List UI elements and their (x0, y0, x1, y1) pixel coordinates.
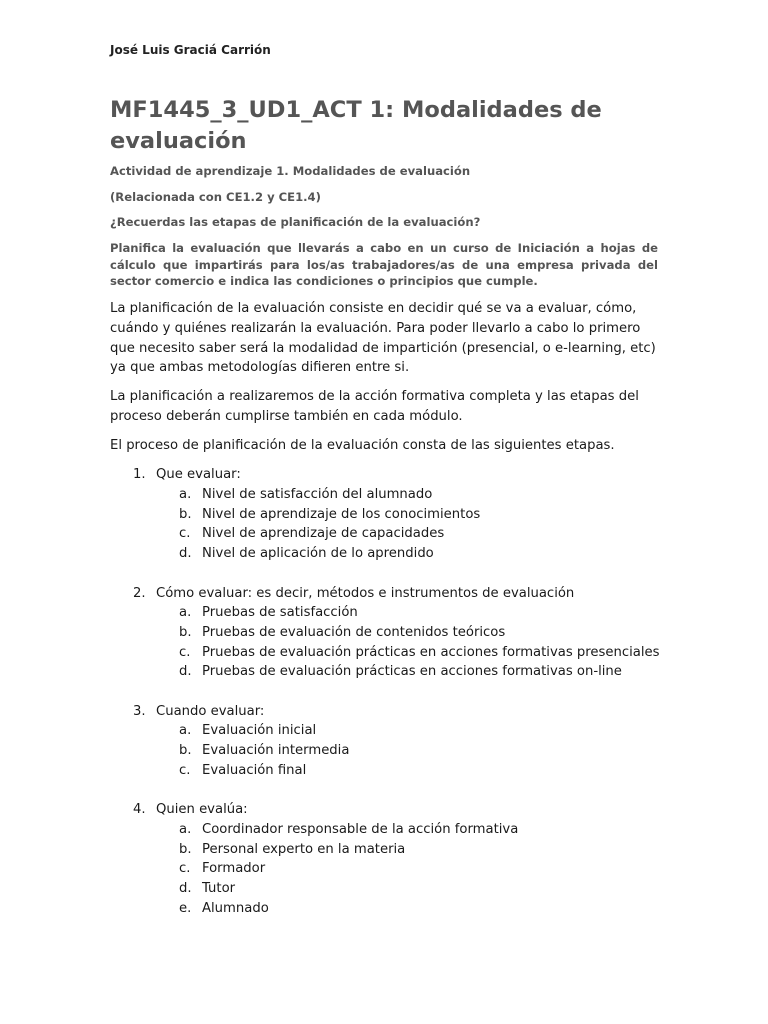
sub-item-text: Evaluación final (202, 763, 307, 778)
sub-item-text: Nivel de aprendizaje de capacidades (202, 526, 445, 541)
sub-list-item (0, 899, 768, 919)
stage-label: Que evaluar: (156, 467, 241, 482)
activity-heading: Actividad de aprendizaje 1. Modalidades de evaluación (110, 164, 471, 178)
sub-item-letter: d. (179, 881, 192, 896)
sub-item-letter: b. (179, 743, 192, 758)
sub-item-text: Evaluación inicial (202, 723, 317, 738)
sub-list-item (0, 879, 768, 899)
sub-list-item (0, 603, 768, 623)
sub-item-letter: b. (179, 625, 192, 640)
sub-list-item (0, 741, 768, 761)
stage-label: Cuando evaluar: (156, 704, 265, 719)
sub-item-text: Evaluación intermedia (202, 743, 350, 758)
sub-item-letter: a. (179, 723, 192, 738)
sub-item-text: Pruebas de satisfacción (202, 605, 358, 620)
sub-item-letter: d. (179, 664, 192, 679)
stage-number: 3. (133, 704, 146, 719)
sub-list-item (0, 761, 768, 781)
instruction-text: Planifica la evaluación que llevarás a cabo en un curso de Iniciación a hojas de cálculo que impartirás para los/as trabajadores/as de una empresa privada del sector comercio e indica las condiciones o principios que cumple. (110, 241, 658, 288)
sub-list-item (0, 524, 768, 544)
paragraph-planning: La planificación de la evaluación consiste en decidir qué se va a evaluar, cómo, cuándo y quiénes realizarán la evaluación. Para poder llevarlo a cabo lo primero que necesito saber será la modalidad de impartición (presencial, o e-learning, etc) ya que ambas metodologías difieren entre si. (110, 301, 656, 376)
sub-list-item (0, 485, 768, 505)
stage-number: 2. (133, 586, 146, 601)
sub-list-item (0, 623, 768, 643)
stage-label: Cómo evaluar: es decir, métodos e instrumentos de evaluación (156, 586, 575, 601)
sub-item-letter: d. (179, 546, 192, 561)
sub-item-text: Personal experto en la materia (202, 842, 406, 857)
sub-list-item (0, 643, 768, 663)
author-name: José Luis Graciá Carrión (110, 43, 271, 57)
sub-item-letter: c. (179, 763, 191, 778)
sub-item-letter: c. (179, 861, 191, 876)
stage-number: 4. (133, 802, 146, 817)
stage-number: 1. (133, 467, 146, 482)
sub-item-text: Nivel de aplicación de lo aprendido (202, 546, 434, 561)
sub-list-item (0, 544, 768, 564)
sub-list-item (0, 505, 768, 525)
related-criteria: (Relacionada con CE1.2 y CE1.4) (110, 190, 321, 204)
paragraph-scope: La planificación a realizaremos de la acción formativa completa y las etapas del proceso deberán cumplirse también en cada módulo. (110, 389, 639, 424)
sub-item-letter: e. (179, 901, 192, 916)
sub-item-text: Alumnado (202, 901, 269, 916)
sub-item-letter: a. (179, 822, 192, 837)
question-prompt: ¿Recuerdas las etapas de planificación de la evaluación? (110, 215, 481, 229)
sub-list-item (0, 662, 768, 682)
paragraph-stages-intro: El proceso de planificación de la evaluación consta de las siguientes etapas. (110, 438, 615, 453)
sub-item-text: Coordinador responsable de la acción formativa (202, 822, 519, 837)
sub-list-item (0, 820, 768, 840)
sub-item-letter: b. (179, 842, 192, 857)
sub-item-text: Pruebas de evaluación prácticas en acciones formativas on-line (202, 664, 622, 679)
sub-item-text: Formador (202, 861, 266, 876)
sub-list-item (0, 721, 768, 741)
sub-list-item (0, 859, 768, 879)
sub-item-letter: c. (179, 645, 191, 660)
sub-item-text: Pruebas de evaluación de contenidos teóricos (202, 625, 506, 640)
sub-item-letter: c. (179, 526, 191, 541)
document-title: MF1445_3_UD1_ACT 1: Modalidades de evaluación (110, 97, 602, 154)
sub-item-text: Nivel de aprendizaje de los conocimientos (202, 507, 481, 522)
stage-label: Quien evalúa: (156, 802, 248, 817)
sub-item-letter: a. (179, 487, 192, 502)
sub-item-letter: a. (179, 605, 192, 620)
sub-item-text: Nivel de satisfacción del alumnado (202, 487, 433, 502)
sub-item-text: Pruebas de evaluación prácticas en acciones formativas presenciales (202, 645, 660, 660)
sub-item-text: Tutor (202, 881, 236, 896)
sub-list-item (0, 840, 768, 860)
sub-item-letter: b. (179, 507, 192, 522)
